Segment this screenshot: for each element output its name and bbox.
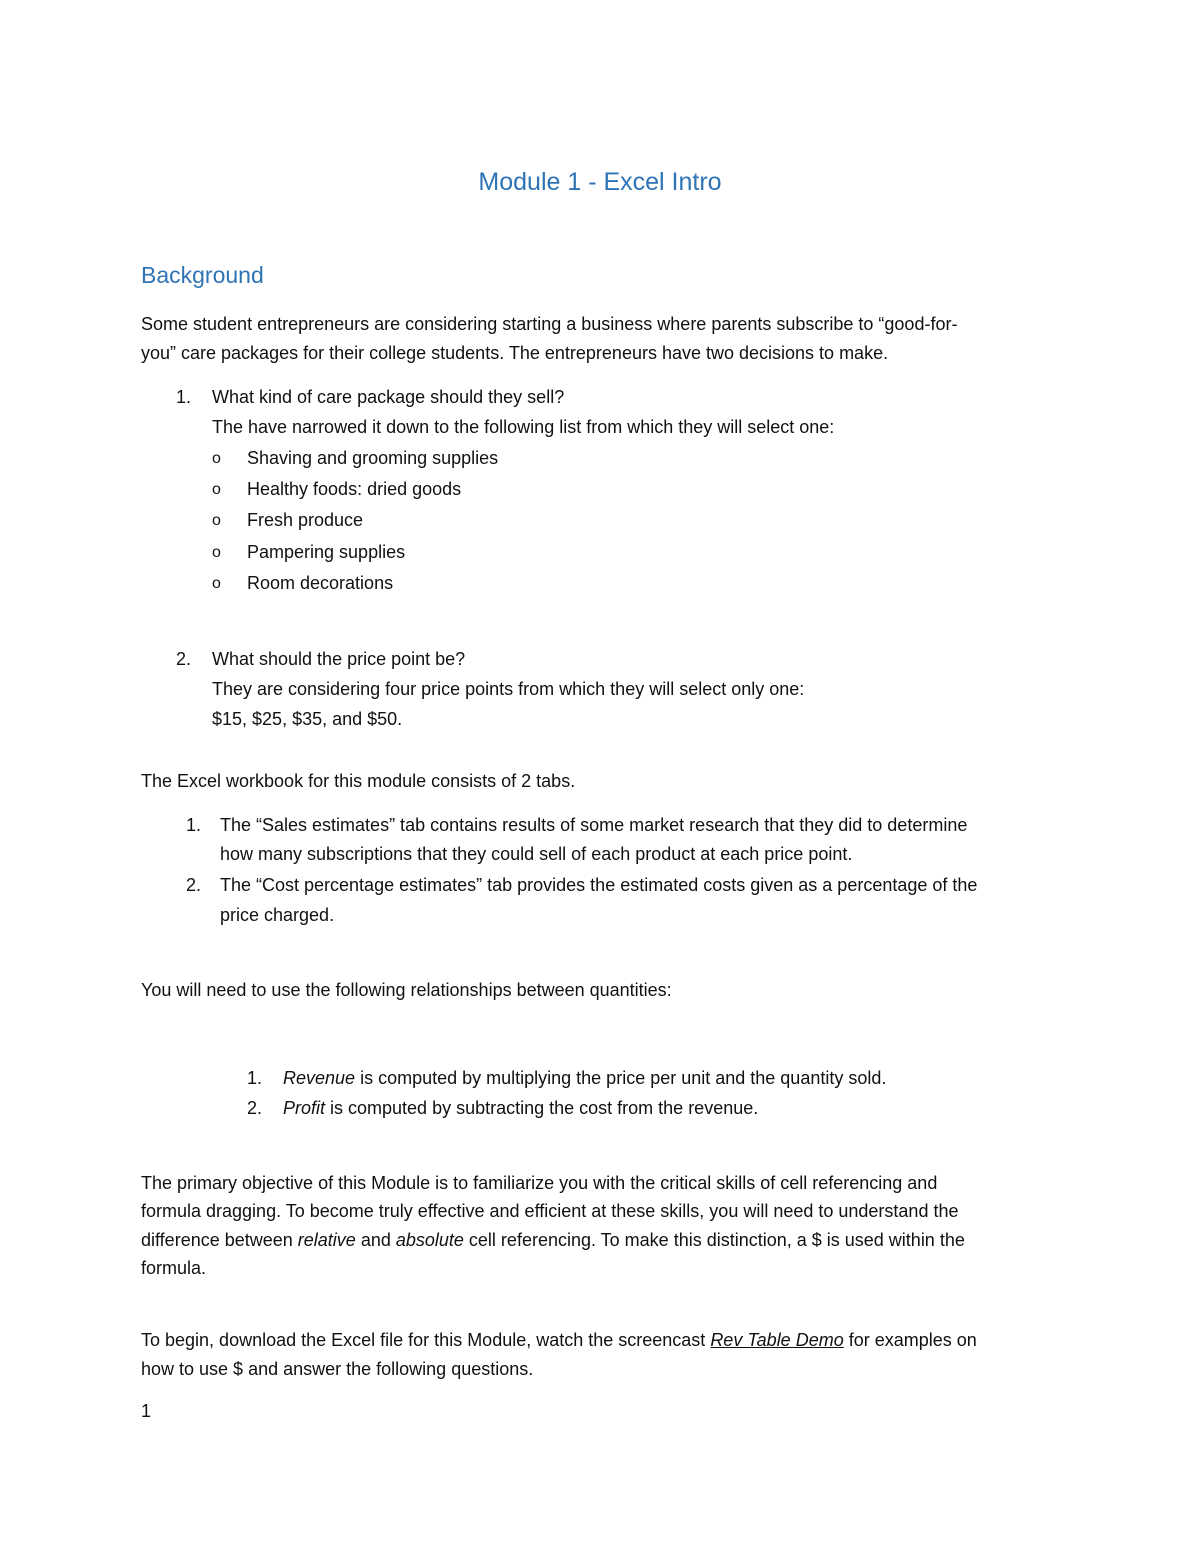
list-item: Shaving and grooming supplies [247,448,499,468]
q1-text: What kind of care package should they sell? [212,387,565,407]
relationship-1-text: is computed by multiplying the price per unit and the quantity sold. [355,1068,887,1088]
list-item: Room decorations [247,573,394,593]
term-absolute: absolute [395,1230,464,1250]
tab1-line-2: how many subscriptions that they could sell of each product at each price point. [220,844,853,864]
tab2-number: 2. [186,875,202,895]
objective-line-3-c: cell referencing. To make this distinction, a $ is used within the [463,1230,965,1250]
tab1-number: 1. [186,815,202,835]
bullet-icon: o [212,481,221,498]
q2-prices: $15, $25, $35, and $50. [212,709,403,729]
objective-line-2: formula dragging. To become truly effective and efficient at these skills, you will need to understand the [141,1201,959,1221]
objective-line-3-b: and [355,1230,396,1250]
term-revenue: Revenue [283,1068,356,1088]
page-title: Module 1 - Excel Intro [478,168,722,196]
term-profit: Profit [283,1098,326,1118]
relationship-1 [283,1064,886,1093]
q1-subtext: The have narrowed it down to the following list from which they will select one: [212,417,835,437]
tab2-line-1: The “Cost percentage estimates” tab provides the estimated costs given as a percentage of the [220,875,978,895]
bullet-icon: o [212,512,221,529]
list-item: Healthy foods: dried goods [247,479,462,499]
page-number: 1 [141,1401,152,1421]
tab1-line-1: The “Sales estimates” tab contains results of some market research that they did to determine [220,815,968,835]
tab2-line-2: price charged. [220,905,335,925]
relationship-2 [283,1094,758,1123]
relationship-1-number: 1. [247,1068,263,1088]
intro-line-2: you” care packages for their college students. The entrepreneurs have two decisions to make. [141,343,889,363]
q1-number: 1. [176,387,192,407]
relationship-2-number: 2. [247,1098,263,1118]
list-item: Fresh produce [247,510,364,530]
workbook-intro: The Excel workbook for this module consists of 2 tabs. [141,771,576,791]
q2-subtext: They are considering four price points from which they will select only one: [212,679,805,699]
rev-table-demo-link[interactable]: Rev Table Demo [710,1330,844,1350]
term-relative: relative [297,1230,356,1250]
objective-line-3-a: difference between [141,1230,298,1250]
intro-line-1: Some student entrepreneurs are considering starting a business where parents subscribe to “good-for- [141,314,958,334]
objective-line-1: The primary objective of this Module is to familiarize you with the critical skills of cell referencing and [141,1173,938,1193]
objective-line-4: formula. [141,1258,207,1278]
bullet-icon: o [212,450,221,467]
list-item: Pampering supplies [247,542,406,562]
section-heading-background: Background [141,262,264,288]
objective-line-3 [141,1226,965,1255]
q2-text: What should the price point be? [212,649,466,669]
begin-line-2: how to use $ and answer the following questions. [141,1359,534,1379]
begin-line-1-a: To begin, download the Excel file for this Module, watch the screencast [141,1330,711,1350]
relationship-2-text: is computed by subtracting the cost from the revenue. [325,1098,759,1118]
begin-line-1 [141,1326,977,1355]
q2-number: 2. [176,649,192,669]
begin-line-1-b: for examples on [843,1330,977,1350]
relationships-intro: You will need to use the following relationships between quantities: [141,980,672,1000]
bullet-icon: o [212,544,221,561]
bullet-icon: o [212,575,221,592]
